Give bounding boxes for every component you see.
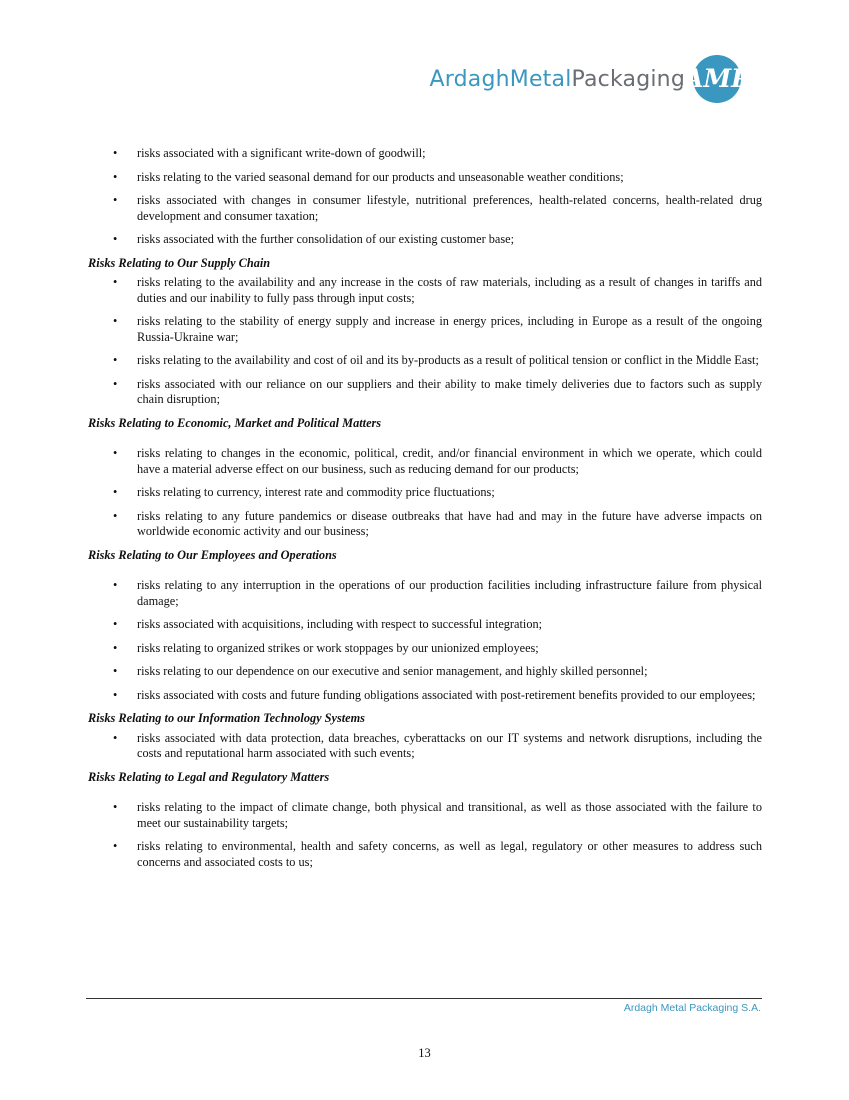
list-item — [88, 146, 762, 162]
risk-section — [88, 256, 762, 408]
list-item — [88, 353, 762, 369]
amp-logo-icon — [684, 53, 750, 105]
bullet-icon: • — [113, 664, 118, 678]
risk-sections — [88, 256, 762, 871]
section-risk-list — [88, 446, 762, 540]
list-item-text: risks associated with our reliance on our suppliers and their ability to make timely deliveries due to factors such as supply chain disruption; — [137, 376, 762, 406]
list-item — [88, 193, 762, 224]
list-item-text: risks associated with the further consolidation of our existing customer base; — [137, 232, 515, 246]
brand-wordmark — [430, 67, 686, 92]
section-heading: Risks Relating to our Information Technology Systems — [88, 711, 365, 725]
list-item — [88, 314, 762, 345]
list-item — [88, 731, 762, 762]
list-item — [88, 641, 762, 657]
section-heading: Risks Relating to Legal and Regulatory Matters — [88, 769, 330, 784]
list-item-text: risks relating to the availability and cost of oil and its by-products as a result of political tension or conflict in the Middle East; — [137, 353, 759, 367]
list-item-text: risks relating to any interruption in the operations of our production facilities including infrastructure failure from physical damage; — [137, 578, 762, 608]
list-item-text: risks associated with acquisitions, including with respect to successful integration; — [137, 617, 543, 631]
list-item-text: risks relating to our dependence on our executive and senior management, and highly skilled personnel; — [137, 664, 648, 678]
list-item — [88, 664, 762, 680]
bullet-icon: • — [113, 275, 118, 289]
list-item-text: risks relating to the varied seasonal demand for our products and unseasonable weather conditions; — [137, 169, 624, 184]
list-item-text: risks relating to the availability and any increase in the costs of raw materials, including as a result of changes in tariffs and duties and our inability to fully pass through input costs; — [137, 275, 762, 305]
list-item — [88, 275, 762, 306]
list-item-text: risks relating to changes in the economic, political, credit, and/or financial environment in which we operate, which could have a material adverse effect on our business, such as reducing demand for our products; — [137, 446, 762, 476]
section-heading: Risks Relating to Our Supply Chain — [88, 255, 271, 270]
bullet-icon: • — [113, 485, 118, 499]
section-risk-list — [88, 578, 762, 703]
list-item-text: risks relating to organized strikes or work stoppages by our unionized employees; — [137, 640, 539, 655]
footer-divider — [86, 998, 762, 999]
bullet-icon: • — [113, 508, 118, 523]
bullet-icon: • — [113, 169, 118, 184]
section-heading: Risks Relating to Our Employees and Operations — [88, 547, 337, 562]
risk-section — [88, 711, 762, 762]
list-item — [88, 839, 762, 870]
list-item — [88, 232, 762, 248]
bullet-icon: • — [113, 687, 118, 702]
list-item — [88, 446, 762, 477]
list-item-text: risks associated with changes in consumer lifestyle, nutritional preferences, health-related concerns, health-related drug development and consumer taxation; — [137, 193, 762, 223]
bullet-icon: • — [113, 146, 118, 160]
list-item — [88, 617, 762, 633]
list-item — [88, 688, 762, 704]
brand-word-metal: Metal — [509, 66, 572, 92]
bullet-icon: • — [113, 800, 118, 814]
bullet-icon: • — [113, 193, 118, 207]
list-item-text: risks associated with costs and future funding obligations associated with post-retirement benefits provided to our employees; — [137, 687, 756, 702]
section-heading: Risks Relating to Economic, Market and Political Matters — [88, 415, 382, 430]
list-item-text: risks associated with a significant write-down of goodwill; — [137, 146, 426, 160]
list-item-text: risks relating to currency, interest rate and commodity price fluctuations; — [137, 485, 495, 499]
list-item — [88, 485, 762, 501]
bullet-icon: • — [113, 314, 118, 328]
bullet-icon: • — [113, 617, 118, 631]
footer-company-name: Ardagh Metal Packaging S.A. — [623, 1002, 761, 1014]
page-number: 13 — [418, 1046, 431, 1060]
document-body — [88, 146, 762, 878]
risk-section — [88, 416, 762, 540]
risk-section — [88, 548, 762, 704]
bullet-icon: • — [113, 353, 118, 367]
list-item — [88, 578, 762, 609]
page-header — [429, 50, 750, 108]
list-item — [88, 170, 762, 186]
list-item-text: risks relating to any future pandemics or disease outbreaks that have had and may in the future have adverse impacts on worldwide economic activity and our business; — [137, 508, 762, 538]
bullet-icon: • — [113, 232, 118, 246]
list-item-text: risks relating to the impact of climate change, both physical and transitional, as well as those associated with the failure to meet our sustainability targets; — [137, 800, 762, 830]
risk-section — [88, 770, 762, 871]
intro-risk-list — [88, 146, 762, 248]
list-item-text: risks relating to environmental, health and safety concerns, as well as legal, regulatory or other measures to address such concerns and associated costs to us; — [137, 839, 762, 869]
bullet-icon: • — [113, 578, 118, 592]
logo-text: AMP — [684, 64, 750, 93]
list-item — [88, 509, 762, 540]
bullet-icon: • — [113, 446, 118, 460]
brand-word-packaging: Packaging — [571, 66, 685, 92]
list-item — [88, 377, 762, 408]
list-item — [88, 800, 762, 831]
list-item-text: risks relating to the stability of energy supply and increase in energy prices, including in Europe as a result of the ongoing Russia-Ukraine war; — [137, 314, 762, 344]
section-risk-list — [88, 275, 762, 408]
section-risk-list — [88, 731, 762, 762]
bullet-icon: • — [113, 839, 118, 853]
brand-word-ardagh: Ardagh — [429, 66, 510, 92]
bullet-icon: • — [113, 640, 118, 655]
list-item-text: risks associated with data protection, data breaches, cyberattacks on our IT systems and network disruptions, including the costs and reputational harm associated with such events; — [137, 730, 762, 760]
section-risk-list — [88, 800, 762, 870]
bullet-icon: • — [113, 376, 118, 391]
bullet-icon: • — [113, 730, 118, 745]
